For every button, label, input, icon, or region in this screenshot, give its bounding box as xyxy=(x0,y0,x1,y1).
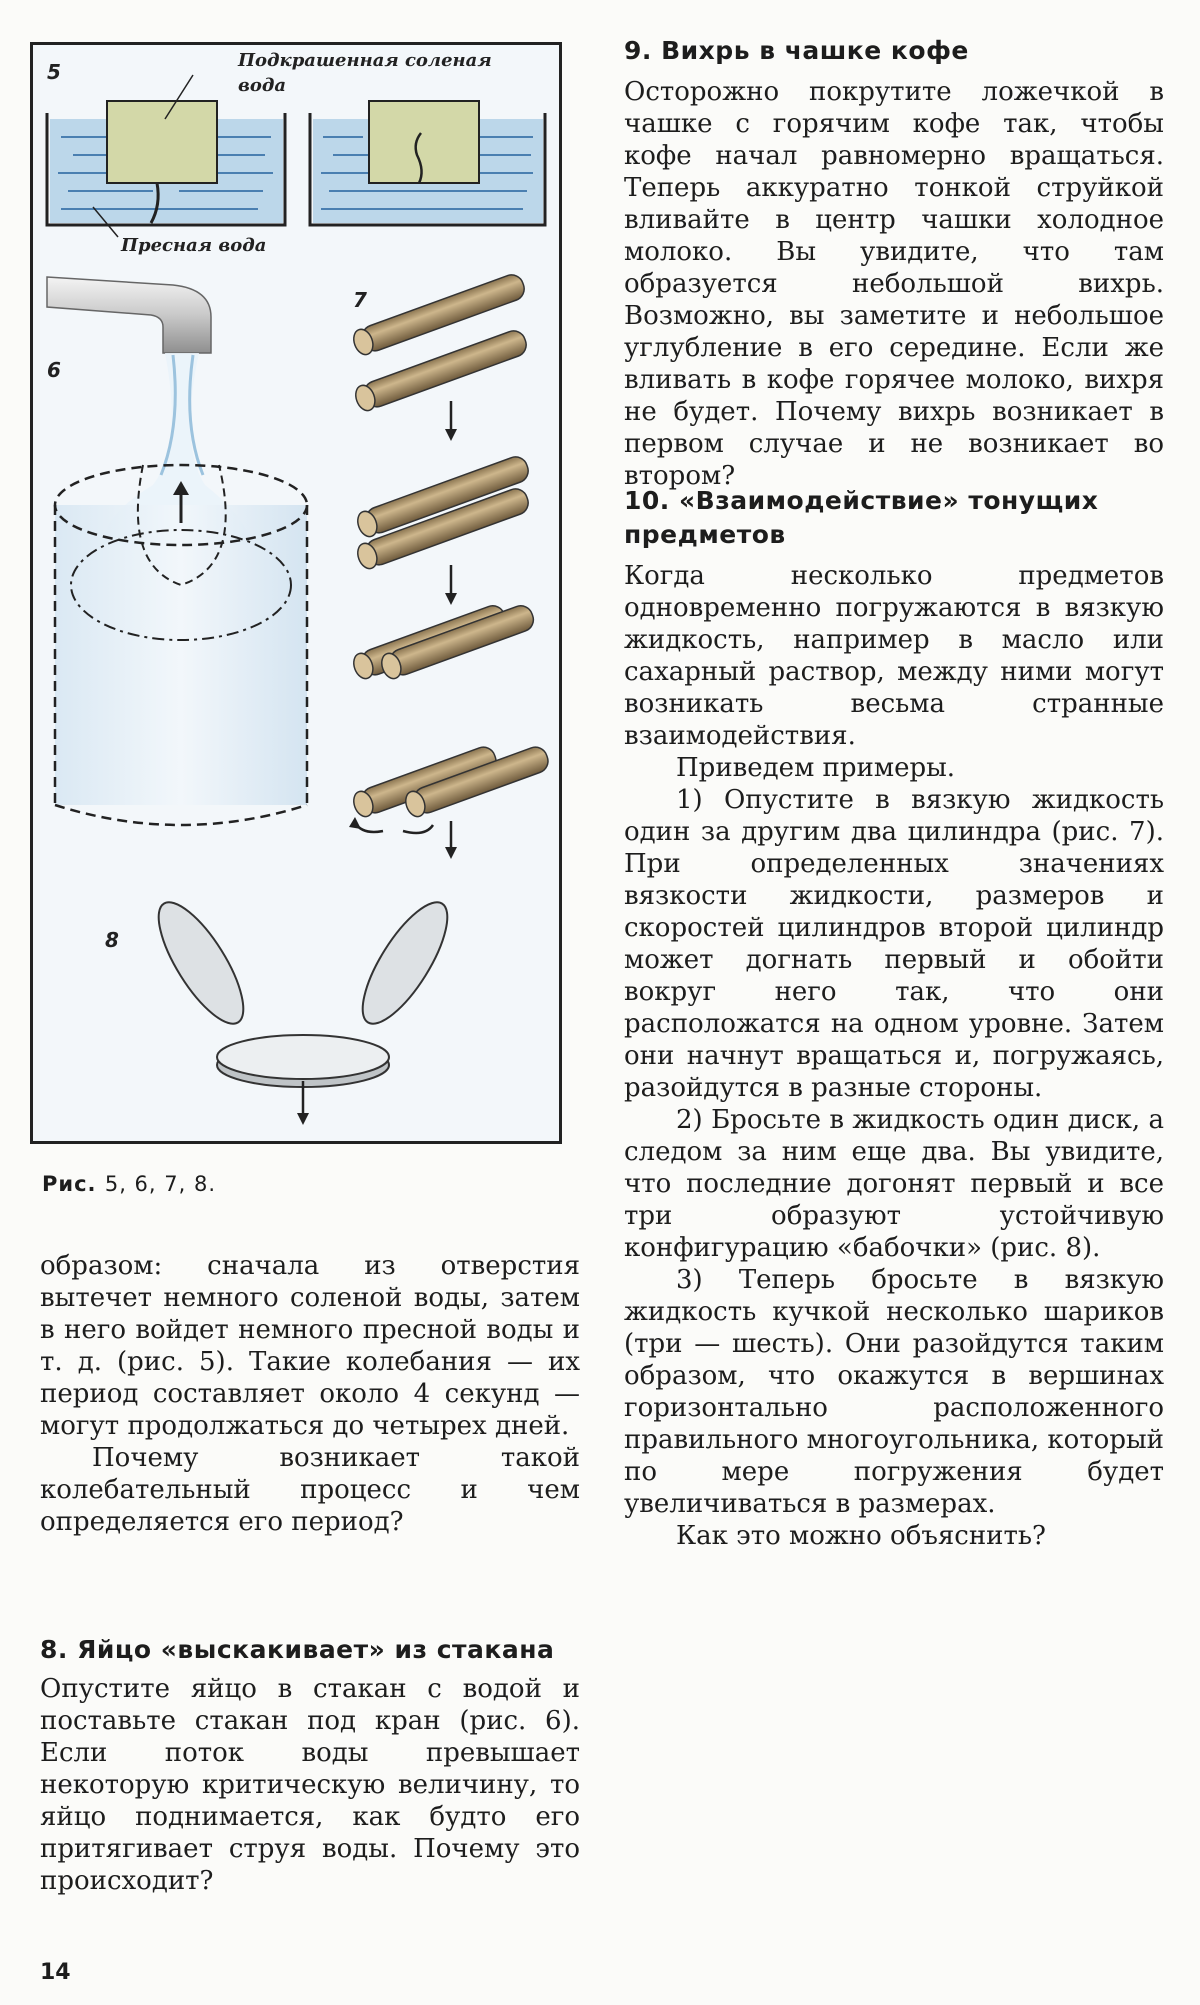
fig8-number: 8 xyxy=(105,928,119,952)
figure-panel xyxy=(30,42,562,1144)
fig7-number: 7 xyxy=(353,288,367,312)
section-10-title-line1: 10. «Взаимодействие» тонущих xyxy=(624,486,1099,515)
section-10-item-2: 2) Бросьте в жидкость один диск, а следом за ним еще два. Вы увидите, что последние догонят первый и все три образуют устойчивую конфигурацию «бабочки» (рис. 8). xyxy=(624,1105,1164,1263)
section-9-title: 9. Вихрь в чашке кофе xyxy=(624,36,969,65)
section-8-title: 8. Яйцо «выскакивает» из стакана xyxy=(40,1635,555,1664)
section-10-closing: Как это можно объяснить? xyxy=(676,1521,1046,1551)
salted-water-label-2: вода xyxy=(238,75,287,96)
fresh-water-label: Пресная вода xyxy=(121,235,267,256)
section-8-body: Опустите яйцо в стакан с водой и поставьте стакан под кран (рис. 6). Если поток воды превышает некоторую критическую величину, то яйцо поднимается, как будто его притягивает струя воды. Почему это происходит? xyxy=(40,1674,580,1896)
fig5-number: 5 xyxy=(47,60,61,84)
section-10-examples-lead: Приведем примеры. xyxy=(676,753,956,783)
fig6-number: 6 xyxy=(47,358,61,382)
section-9 xyxy=(624,34,1164,492)
fig8-discs xyxy=(144,891,463,1125)
section-8 xyxy=(40,1633,580,1897)
caption-numbers: 5, 6, 7, 8. xyxy=(104,1172,217,1196)
section-10-item-1: 1) Опустите в вязкую жидкость один за другим два цилиндра (рис. 7). При определенных значениях вязкости жидкости, размеров и скоростей цилиндров второй цилиндр может догнать первый и обойти вокруг него так, что они расположатся на одном уровне. Затем они начнут вращаться и, погружаясь, разойдутся в разные стороны. xyxy=(624,785,1164,1103)
page-number: 14 xyxy=(40,1960,71,1985)
salted-water-label: Подкрашенная соленая xyxy=(238,50,492,71)
continuation-paragraph: образом: сначала из отверстия вытечет немного соленой воды, затем в него войдет немного пресной воды и т. д. (рис. 5). Такие колебания — их период составляет около 4 секунд — могут продолжаться до четырех дней. xyxy=(40,1251,580,1441)
figure-caption xyxy=(42,1172,216,1196)
question-paragraph: Почему возникает такой колебательный процесс и чем определяется его период? xyxy=(40,1443,580,1537)
caption-prefix: Рис. xyxy=(42,1172,97,1196)
fig5-tank-left xyxy=(47,75,285,237)
section-9-body: Осторожно покрутите ложечкой в чашке с горячим кофе так, чтобы кофе начал равномерно вращаться. Теперь аккуратно тонкой струйкой вливайте в центр чашки холодное молоко. Вы увидите, что там образуется небольшой вихрь. Возможно, вы заметите и небольшое углубление в его середине. Если же вливать в кофе горячее молоко, вихря не будет. Почему вихрь возникает в первом случае и не возникает во втором? xyxy=(624,77,1164,491)
section-10-item-3: 3) Теперь бросьте в вязкую жидкость кучкой несколько шариков (три — шесть). Они разойдутся таким образом, что окажутся в вершинах горизонтально расположенного правильного многоугольника, который по мере погружения будет увеличиваться в размерах. xyxy=(624,1265,1164,1519)
section-10-title-line2: предметов xyxy=(624,520,786,549)
fig5-tank-right xyxy=(310,101,545,225)
section-10 xyxy=(624,484,1164,1552)
fig6-faucet-and-glass xyxy=(47,277,307,825)
fig7-cylinders xyxy=(349,272,551,859)
left-continuation xyxy=(40,1250,580,1538)
section-10-intro: Когда несколько предметов одновременно погружаются в вязкую жидкость, например в масло или сахарный раствор, между ними могут возникать весьма странные взаимодействия. xyxy=(624,561,1164,751)
figure-illustration xyxy=(33,45,565,1147)
